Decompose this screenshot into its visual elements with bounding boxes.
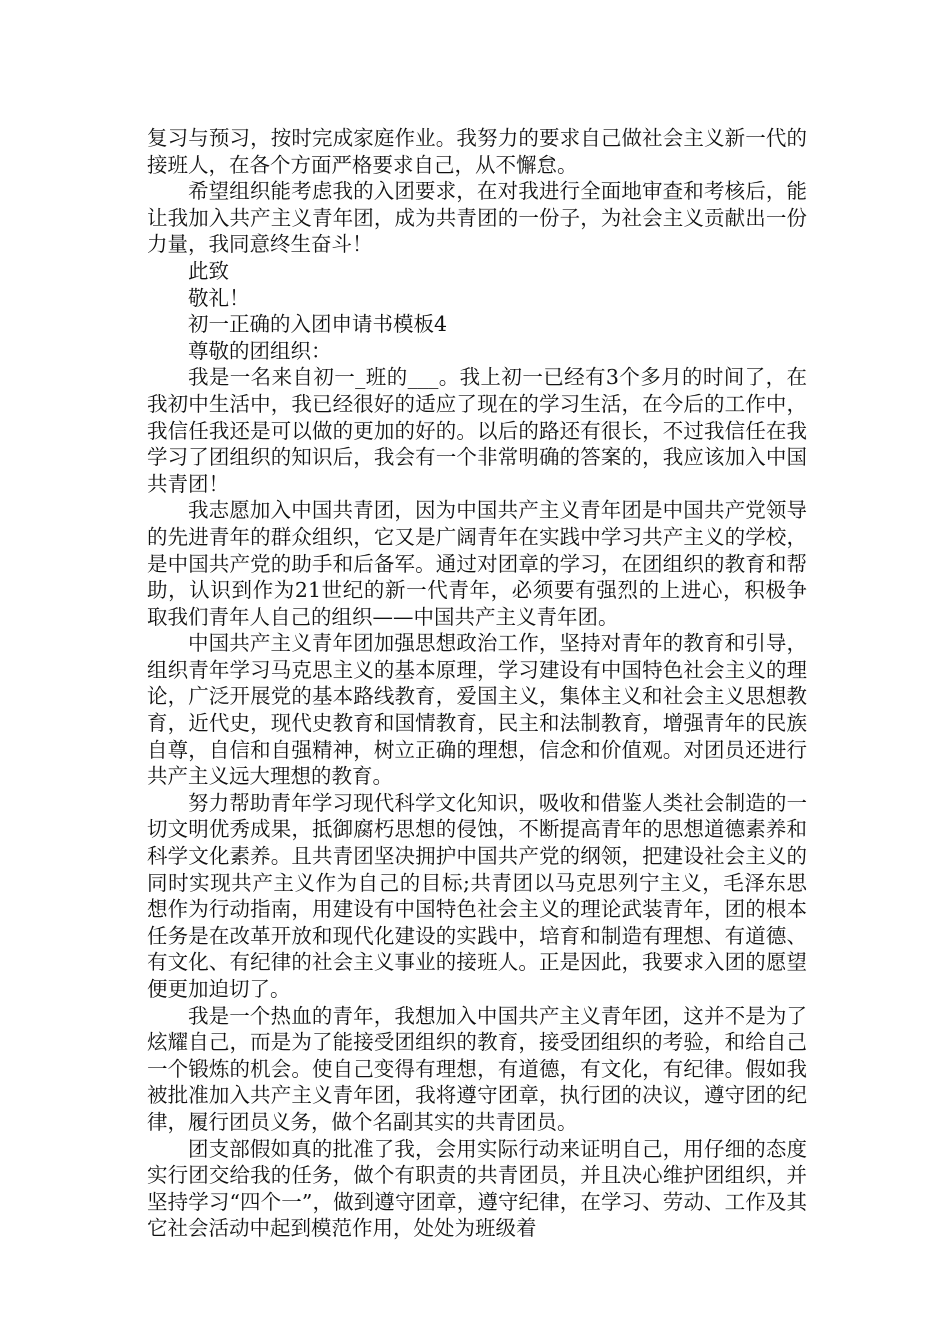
paragraph: 努力帮助青年学习现代科学文化知识，吸收和借鉴人类社会制造的一切文明优秀成果，抵御腐朽思想的侵蚀，不断提高青年的思想道德素养和科学文化素养。且共青团坚决拥护中国共产党的纲领，把建设社会主义的同时实现共产主义作为自己的目标;共青团以马克思列宁主义，毛泽东思想作为行动指南，用建设有中国特色社会主义的理论武装青年，团的根本任务是在改革开放和现代化建设的实践中，培育和制造有理想、有道德、有文化、有纪律的社会主义事业的接班人。正是因此，我要求入团的愿望便更加迫切了。 [147,790,807,1001]
paragraph: 我志愿加入中国共青团，因为中国共产主义青年团是中国共产党领导的先进青年的群众组织，它又是广阔青年在实践中学习共产主义的学校，是中国共产党的助手和后备军。通过对团章的学习，在团组织的教育和帮助，认识到作为21世纪的新一代青年，必须要有强烈的上进心，积极争取我们青年人自己的组织——中国共产主义青年团。 [147,498,807,629]
greeting-line: 尊敬的团组织： [188,338,332,363]
document-page [147,125,807,1242]
paragraph: 复习与预习，按时完成家庭作业。我努力的要求自己做社会主义新一代的接班人，在各个方面严格要求自己，从不懈怠。 [147,126,807,177]
paragraph: 中国共产主义青年团加强思想政治工作，坚持对青年的教育和引导，组织青年学习马克思主义的基本原理，学习建设有中国特色社会主义的理论，广泛开展党的基本路线教育，爱国主义，集体主义和社会主义思想教育，近代史，现代史教育和国情教育，民主和法制教育，增强青年的民族自尊，自信和自强精神，树立正确的理想，信念和价值观。对团员还进行共产主义远大理想的教育。 [147,631,807,789]
paragraph: 希望组织能考虑我的入团要求，在对我进行全面地审查和考核后，能让我加入共产主义青年团，成为共青团的一份子，为社会主义贡献出一份力量，我同意终生奋斗！ [147,179,807,257]
paragraph: 团支部假如真的批准了我，会用实际行动来证明自己，用仔细的态度实行团交给我的任务，做个有职责的共青团员，并且决心维护团组织，并坚持学习“四个一”，做到遵守团章，遵守纪律，在学习、劳动、工作及其它社会活动中起到模范作用，处处为班级着 [147,1136,807,1241]
paragraph: 我是一个热血的青年，我想加入中国共产主义青年团，这并不是为了炫耀自己，而是为了能接受团组织的教育，接受团组织的考验，和给自己一个锻炼的机会。使自己变得有理想，有道德，有文化，有纪律。假如我被批准加入共产主义青年团，我将遵守团章，执行团的决议，遵守团的纪律，履行团员义务，做个名副其实的共青团员。 [147,1003,807,1134]
section-title: 初一正确的入团申请书模板4 [188,312,448,337]
paragraph: 我是一名来自初一_班的___。我上初一已经有3个多月的时间了，在我初中生活中，我已经很好的适应了现在的学习生活，在今后的工作中，我信任我还是可以做的更加的好的。以后的路还有很长，不过我信任在我学习了团组织的知识后，我会有一个非常明确的答案的，我应该加入中国共青团！ [147,365,807,496]
closing-line: 敬礼！ [188,285,250,310]
salutation-line: 此致 [188,258,229,283]
